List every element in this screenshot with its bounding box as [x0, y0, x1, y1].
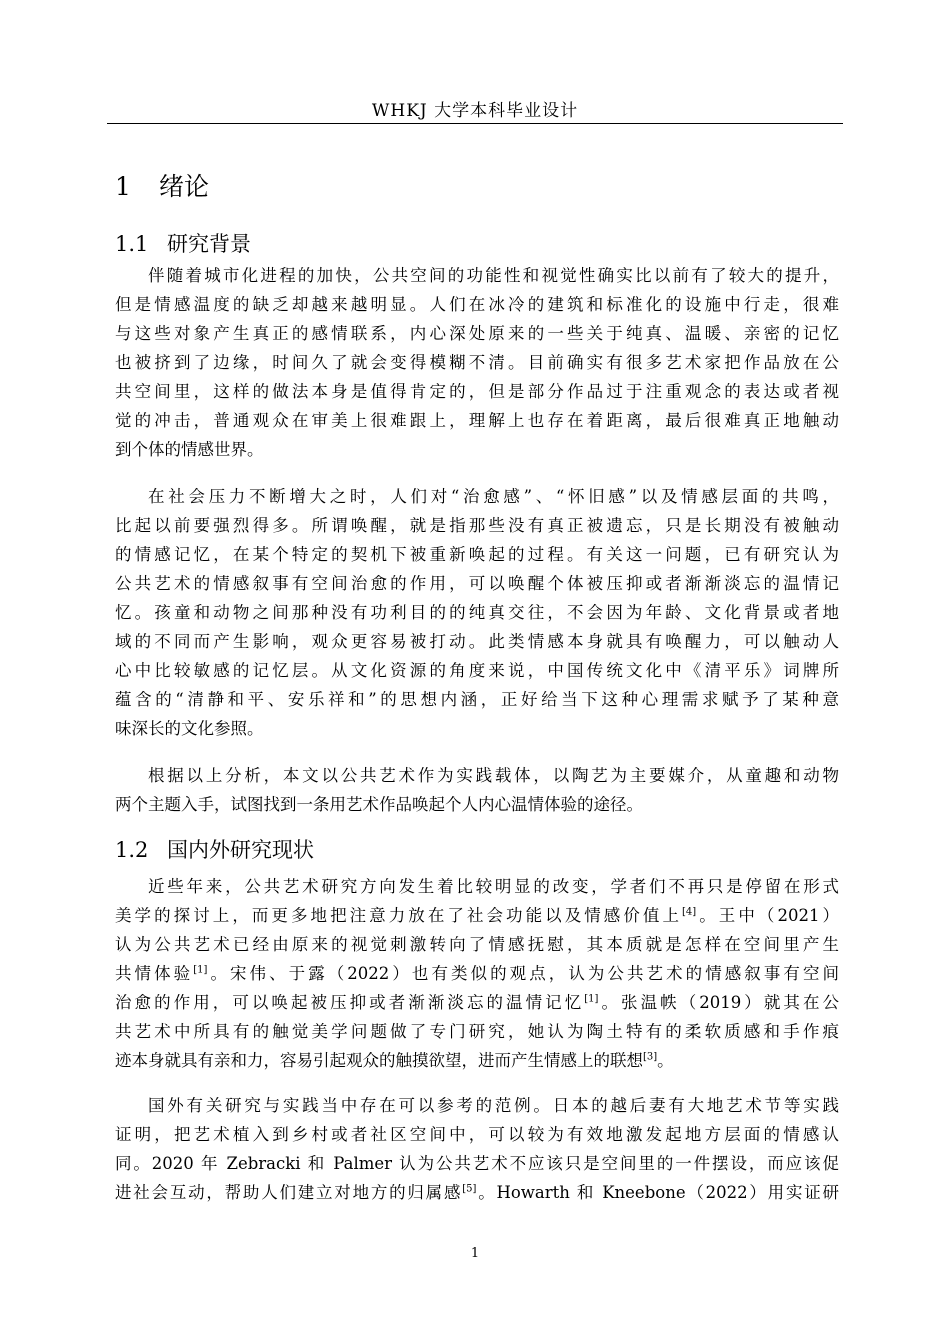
text-line: 到个体的情感世界。: [115, 440, 264, 459]
citation-ref: [3]: [643, 1051, 658, 1063]
citation-ref: [1]: [584, 993, 599, 1005]
paragraph-literature-1: [115, 872, 839, 1075]
text-line: 比起以前要强烈得多。所谓唤醒，就是指那些没有真正被遗忘，只是长期没有被触动: [115, 516, 839, 535]
section-title: 研究背景: [167, 232, 251, 256]
text-line: 但是情感温度的缺乏却越来越明显。人们在冰冷的建筑和标准化的设施中行走，很难: [115, 295, 839, 314]
text-line: 共空间里，这样的做法本身是值得肯定的，但是部分作品过于注重观念的表达或者视: [115, 382, 839, 401]
section-number: 1.2: [115, 838, 149, 862]
text-line: 共艺术中所具有的触觉美学问题做了专门研究，她认为陶土特有的柔软质感和手作痕: [115, 1022, 839, 1041]
paragraph-background-2: [115, 482, 839, 743]
text-line: 忆。孩童和动物之间那种没有功利目的的纯真交往，不会因为年龄、文化背景或者地: [115, 603, 839, 622]
text-line: 也被挤到了边缘，时间久了就会变得模糊不清。目前确实有很多艺术家把作品放在公: [115, 353, 839, 372]
text-line: 觉的冲击，普通观众在审美上很难跟上，理解上也存在着距离，最后很难真正地触动: [115, 411, 839, 430]
text-line: 的情感记忆，在某个特定的契机下被重新唤起的过程。有关这一问题，已有研究认为: [115, 545, 839, 564]
paragraph-background-3: [115, 761, 839, 819]
text-line: 同。2020 年 Zebracki 和 Palmer 认为公共艺术不应该只是空间里的一件摆设，而应该促: [115, 1154, 839, 1173]
text-line: 公共艺术的情感叙事有空间治愈的作用，可以唤醒个体被压抑或者渐渐淡忘的温情记: [115, 574, 839, 593]
citation-ref: [5]: [462, 1183, 477, 1195]
section-title: 国内外研究现状: [167, 838, 314, 862]
text-line: 味深长的文化参照。: [115, 719, 264, 738]
paragraph-background-1: [115, 261, 839, 464]
chapter-heading: [115, 167, 209, 203]
text-line: 美学的探讨上，而更多地把注意力放在了社会功能以及情感价值上[4]。王中（2021）: [115, 906, 839, 925]
text-line: 在社会压力不断增大之时，人们对“治愈感”、“怀旧感”以及情感层面的共鸣，: [148, 487, 839, 506]
section-number: 1.1: [115, 232, 149, 256]
text-line: 蕴含的“清静和平、安乐祥和”的思想内涵，正好给当下这种心理需求赋予了某种意: [115, 690, 839, 709]
text-line: 心中比较敏感的记忆层。从文化资源的角度来说，中国传统文化中《清平乐》词牌所: [115, 661, 839, 680]
text-line: 两个主题入手，试图找到一条用艺术作品唤起个人内心温情体验的途径。: [115, 795, 643, 814]
section-heading: [115, 228, 251, 258]
text-line: 近些年来，公共艺术研究方向发生着比较明显的改变，学者们不再只是停留在形式: [148, 877, 839, 896]
text-line: 伴随着城市化进程的加快，公共空间的功能性和视觉性确实比以前有了较大的提升，: [148, 266, 839, 285]
running-header: WHKJ 大学本科毕业设计: [371, 101, 579, 121]
text-line: 治愈的作用，可以唤起被压抑或者渐渐淡忘的温情记忆[1]。张温帙（2019）就其在公: [115, 993, 840, 1012]
text-line: 域的不同而产生影响，观众更容易被打动。此类情感本身就具有唤醒力，可以触动人: [115, 632, 839, 651]
page-number: 1: [470, 1246, 480, 1261]
text-line: 迹本身就具有亲和力，容易引起观众的触摸欲望，进而产生情感上的联想[3]。: [115, 1051, 674, 1070]
paragraph-literature-2: [115, 1091, 839, 1207]
section-heading: [115, 834, 314, 864]
chapter-title: 绪论: [159, 172, 210, 201]
chapter-number: 1: [115, 172, 131, 201]
text-line: 进社会互动，帮助人们建立对地方的归属感[5]。Howarth 和 Kneebone（2022）用实证研: [115, 1183, 840, 1202]
text-line: 与这些对象产生真正的感情联系，内心深处原来的一些关于纯真、温暖、亲密的记忆: [115, 324, 839, 343]
text-line: 根据以上分析，本文以公共艺术作为实践载体，以陶艺为主要媒介，从童趣和动物: [148, 766, 839, 785]
header-rule: [107, 123, 843, 124]
text-line: 证明，把艺术植入到乡村或者社区空间中，可以较为有效地激发起地方层面的情感认: [115, 1125, 839, 1144]
text-line: 国外有关研究与实践当中存在可以参考的范例。日本的越后妻有大地艺术节等实践: [148, 1096, 839, 1115]
citation-ref: [4]: [682, 906, 697, 918]
citation-ref: [1]: [193, 964, 208, 976]
text-line: 共情体验[1]。宋伟、于露（2022）也有类似的观点，认为公共艺术的情感叙事有空间: [115, 964, 840, 983]
text-line: 认为公共艺术已经由原来的视觉刺激转向了情感抚慰，其本质就是怎样在空间里产生: [115, 935, 839, 954]
